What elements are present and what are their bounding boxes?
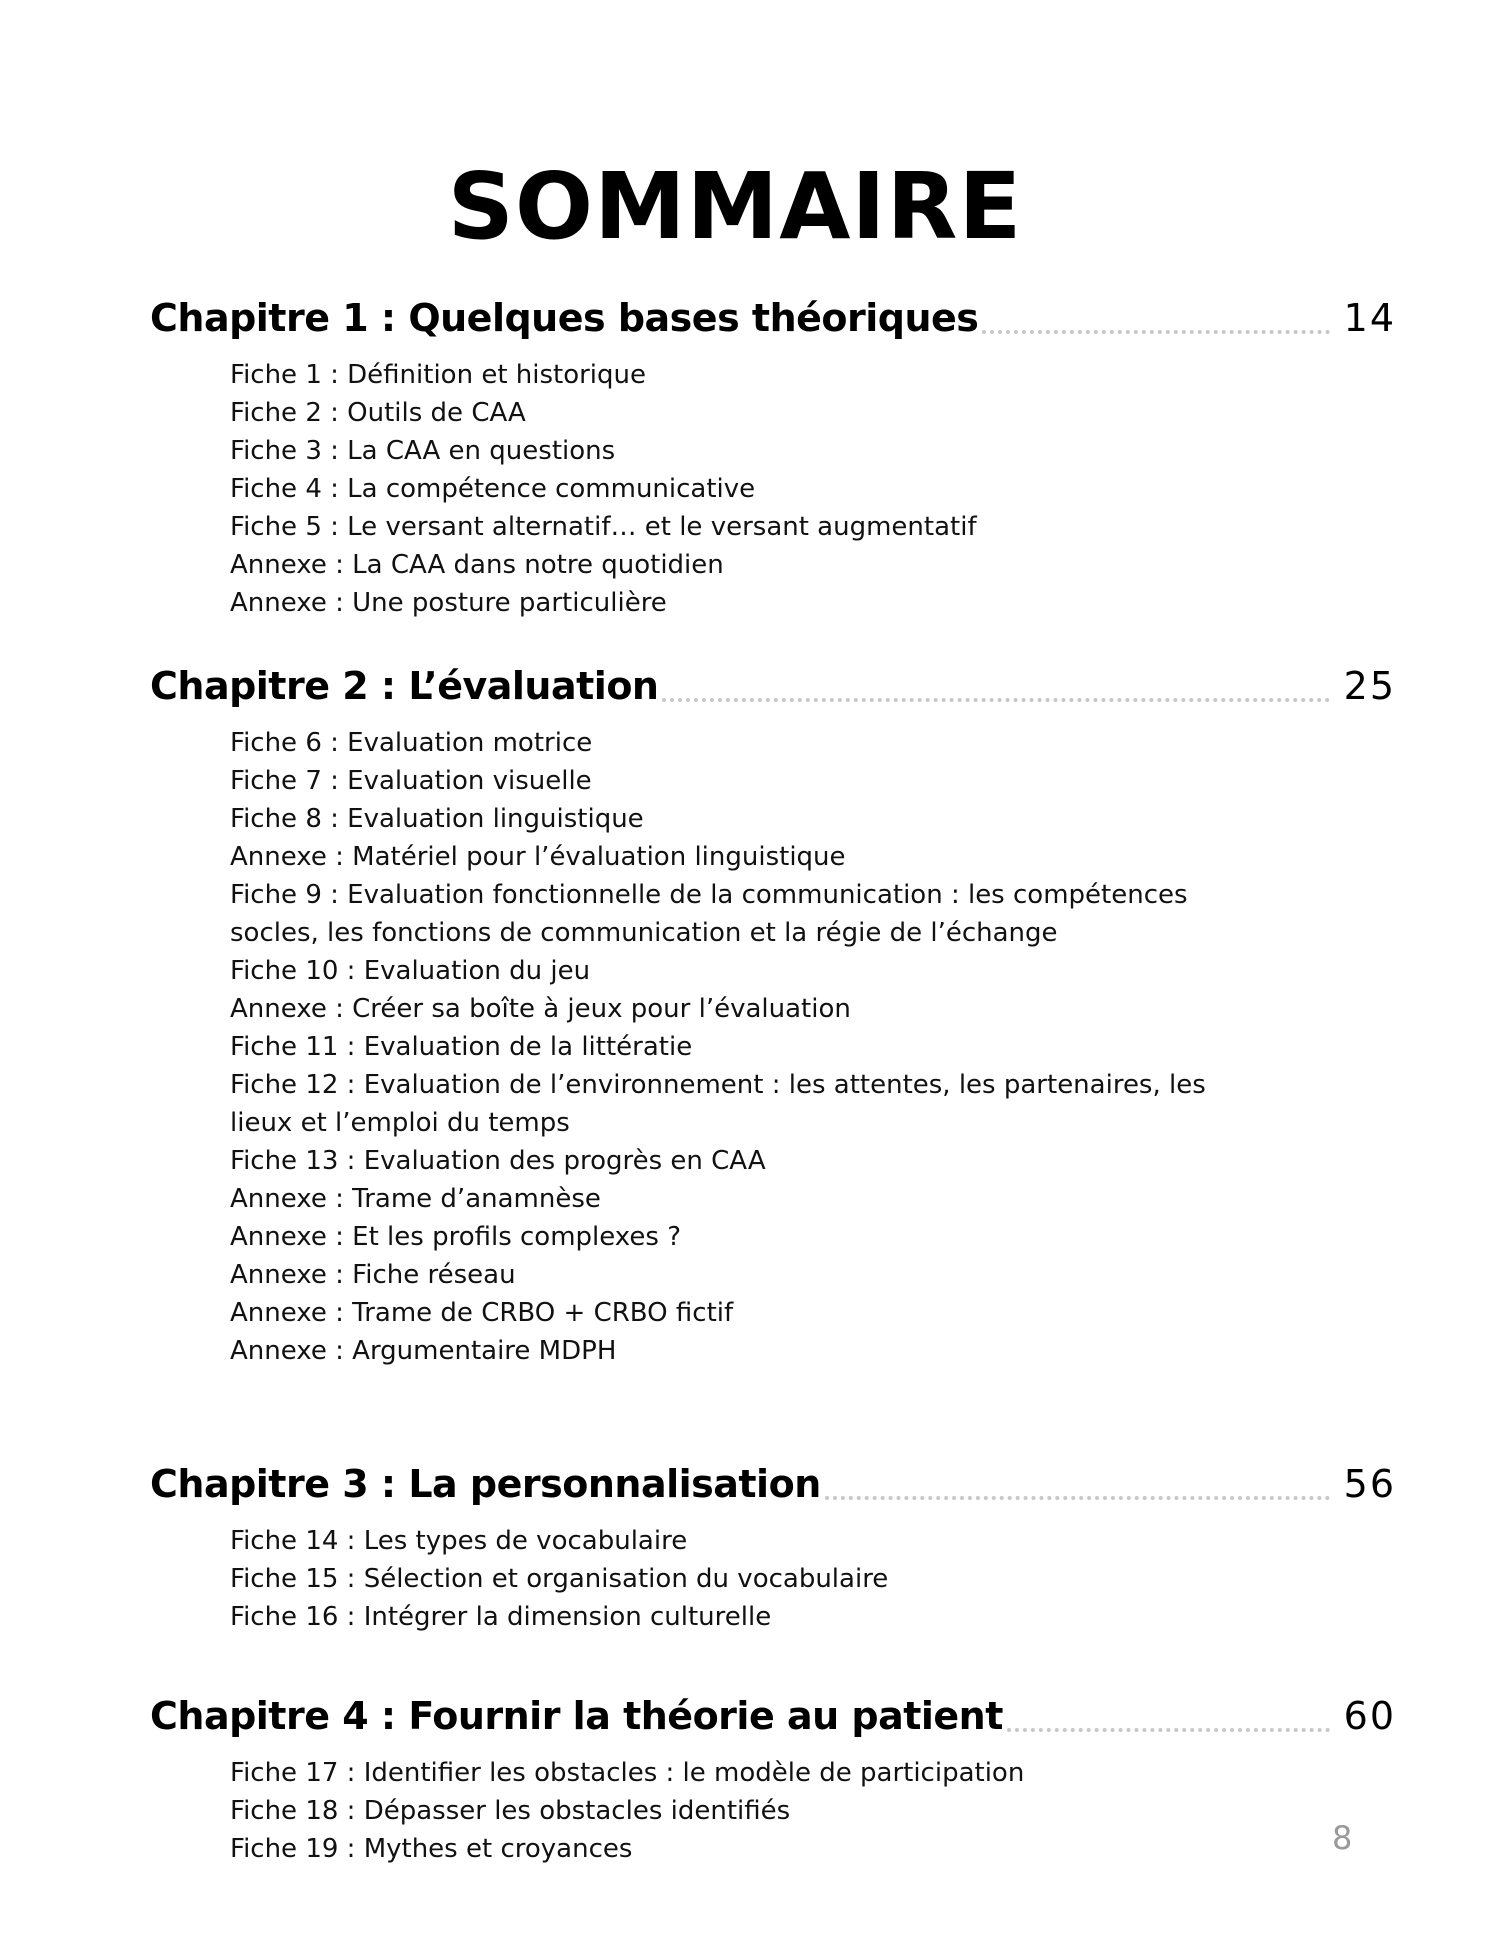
chapter-3-title: Chapitre 3 : La personnalisation [150,1462,821,1506]
toc-entry[interactable]: Annexe : Trame de CRBO + CRBO fictif [230,1298,734,1328]
toc-entry[interactable]: Fiche 13 : Evaluation des progrès en CAA [230,1146,766,1176]
toc-entry[interactable]: Fiche 6 : Evaluation motrice [230,728,593,758]
toc-entry[interactable]: Fiche 8 : Evaluation linguistique [230,804,644,834]
toc-entry[interactable]: Fiche 11 : Evaluation de la littératie [230,1032,693,1062]
toc-entry[interactable]: Fiche 12 : Evaluation de l’environnement : les attentes, les partenaires, les lieux et l’emploi du temps [230,1070,1206,1138]
toc-entry[interactable]: Fiche 3 : La CAA en questions [230,436,616,466]
toc-entry[interactable]: Fiche 1 : Définition et historique [230,360,647,390]
chapter-2-title: Chapitre 2 : L’évaluation [150,664,659,708]
chapter-4-page: 60 [1343,1694,1396,1738]
toc-entry[interactable]: Annexe : Une posture particulière [230,588,667,618]
chapter-2-page: 25 [1343,664,1396,708]
toc-entry[interactable]: Fiche 2 : Outils de CAA [230,398,526,428]
toc-entry[interactable]: Annexe : Et les profils complexes ? [230,1222,682,1252]
toc-entry[interactable]: Fiche 19 : Mythes et croyances [230,1834,633,1864]
toc-entry[interactable]: Fiche 7 : Evaluation visuelle [230,766,592,796]
chapter-1-section [150,288,1396,622]
dot-leader [1007,1728,1330,1732]
toc-entry[interactable]: Fiche 5 : Le versant alternatif… et le versant augmentatif [230,512,977,542]
chapter-1-heading[interactable] [150,288,1396,344]
chapter-4-section [150,1686,1396,1868]
toc-entry[interactable]: Fiche 10 : Evaluation du jeu [230,956,591,986]
chapter-4-title: Chapitre 4 : Fournir la théorie au patient [150,1694,1003,1738]
toc-entry[interactable]: Fiche 17 : Identifier les obstacles : le modèle de participation [230,1758,1025,1788]
toc-entry[interactable]: Annexe : Argumentaire MDPH [230,1336,617,1366]
chapter-3-section [150,1454,1396,1636]
chapter-1-page: 14 [1343,296,1396,340]
chapter-2-entries [150,724,1230,1370]
dot-leader [825,1496,1330,1500]
page-title: SOMMAIRE [447,153,1023,260]
toc-entry[interactable]: Fiche 9 : Evaluation fonctionnelle de la communication : les compétences socles, les fonctions de communication et la régie de l’échange [230,880,1188,948]
chapter-1-title: Chapitre 1 : Quelques bases théoriques [150,296,979,340]
chapter-1-entries [150,356,1230,622]
toc-entry[interactable]: Fiche 18 : Dépasser les obstacles identifiés [230,1796,791,1826]
toc-entry[interactable]: Annexe : Matériel pour l’évaluation linguistique [230,842,846,872]
toc-entry[interactable]: Fiche 14 : Les types de vocabulaire [230,1526,688,1556]
chapter-3-heading[interactable] [150,1454,1396,1510]
toc-entry[interactable]: Fiche 16 : Intégrer la dimension culturelle [230,1602,772,1632]
toc-entry[interactable]: Annexe : Fiche réseau [230,1260,516,1290]
dot-leader [982,330,1329,334]
chapter-3-entries [150,1522,1230,1636]
chapter-4-entries [150,1754,1230,1868]
page-number: 8 [1332,1819,1353,1857]
toc-entry[interactable]: Annexe : Trame d’anamnèse [230,1184,601,1214]
chapter-2-heading[interactable] [150,656,1396,712]
toc-entry[interactable]: Fiche 15 : Sélection et organisation du vocabulaire [230,1564,889,1594]
dot-leader [662,698,1329,702]
toc-entry[interactable]: Annexe : La CAA dans notre quotidien [230,550,724,580]
chapter-3-page: 56 [1343,1462,1396,1506]
toc-entry[interactable]: Annexe : Créer sa boîte à jeux pour l’évaluation [230,994,851,1024]
chapter-2-section [150,656,1396,1370]
chapter-4-heading[interactable] [150,1686,1396,1742]
toc-entry[interactable]: Fiche 4 : La compétence communicative [230,474,756,504]
